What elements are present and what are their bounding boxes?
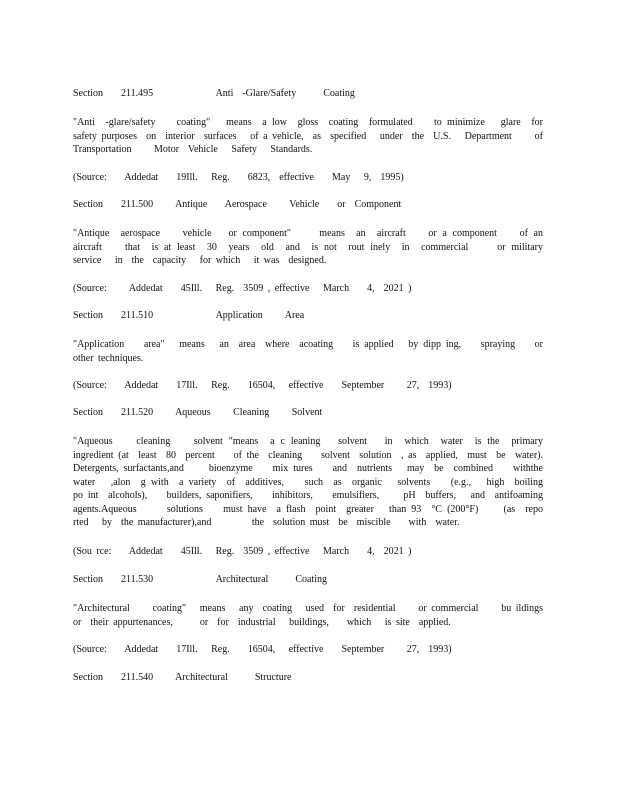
definition-aqueous-cleaning-solvent: "Aqueous cleaning solvent "means a c leaning solvent in which water is the primary ingredient (at least 80 percent of the cleaning solvent solution , as applied, must be water). Detergents, surfactants,and bioenzyme mix tures and nutrients may be combined withthe water ,alon g with a variety of additives, such as organic solvents (e.g., high boiling po int alcohols), builders, saponifiers, inhibitors, emulsifiers, pH buffers, and antifoaming agents.Aqueous solutions must have a flash point greater than 93 °C (200°F) (as repo rted by the manufacturer),and the solution must be miscible with water. (73, 436, 566, 528)
definition-antique-aerospace-vehicle: "Antique aerospace vehicle or component" means an aircraft or a component of an aircraft that is at least 30 years old and is not rout inely in commercial or military service in the capacity for which it was designed. (73, 228, 557, 266)
definition-anti-glare-safety-coating: "Anti -glare/safety coating" means a low gloss coating formulated to minimize glare for safety purposes on interior surfaces of a vehicle, as specified under the U.S. Department of Transportation Motor Vehicle Safety Standards. (73, 117, 552, 155)
section-heading-211-530: Section 211.530 Architectural Coating (73, 574, 327, 585)
section-heading-211-520: Section 211.520 Aqueous Cleaning Solvent (73, 407, 323, 418)
definition-application-area: "Application area" means an area where acoating is applied by dipp ing, spraying or other techniques. (73, 339, 552, 364)
source-note: (Source: Addedat 19Ill. Reg. 6823, effective May 9, 1995) (73, 172, 404, 183)
section-heading-211-540: Section 211.540 Architectural Structure (73, 672, 292, 683)
section-heading-211-510: Section 211.510 Application Area (73, 310, 305, 321)
definition-architectural-coating: "Architectural coating" means any coating used for residential or commercial bu ildings or their appurtenances, or for industrial buildings, which is site applied. (73, 603, 557, 628)
section-heading-211-500: Section 211.500 Antique Aerospace Vehicle or Component (73, 199, 402, 210)
source-note: (Sou rce: Addedat 45Ill. Reg. 3509 , effective March 4, 2021 ) (73, 546, 412, 557)
source-note: (Source: Addedat 17Ill. Reg. 16504, effective September 27, 1993) (73, 644, 452, 655)
section-heading-211-495: Section 211.495 Anti -Glare/Safety Coating (73, 88, 355, 99)
source-note: (Source: Addedat 45Ill. Reg. 3509 , effective March 4, 2021 ) (73, 283, 412, 294)
source-note: (Source: Addedat 17Ill. Reg. 16504, effective September 27, 1993) (73, 380, 452, 391)
